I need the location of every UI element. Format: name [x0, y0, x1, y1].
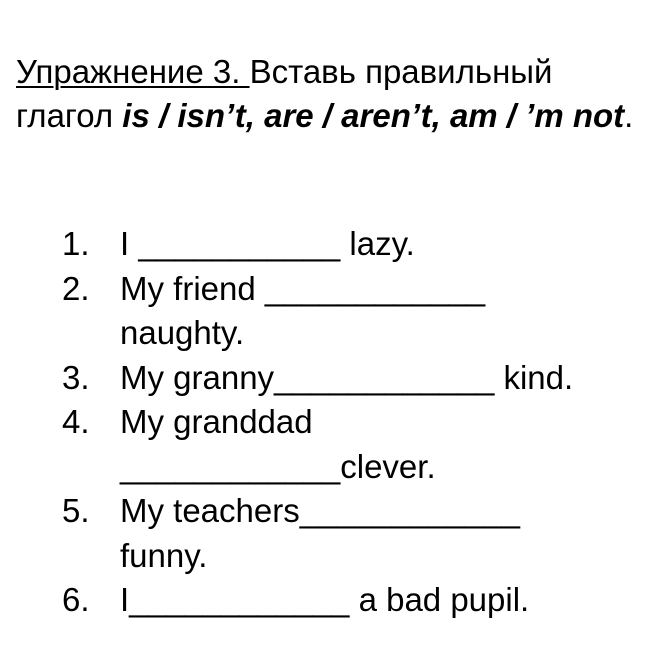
item-number: 5. — [62, 492, 90, 529]
list-item — [62, 400, 652, 489]
item-text-continued: naughty. — [120, 314, 245, 351]
item-number: 2. — [62, 269, 90, 307]
list-item — [62, 578, 652, 623]
item-text-continued: funny. — [120, 536, 208, 574]
heading-end: . — [624, 97, 634, 134]
item-text: I ___________ lazy. — [120, 225, 415, 262]
item-text-continued: ____________clever. — [120, 447, 436, 485]
item-text: My granny____________ kind. — [120, 358, 574, 396]
item-number: 4. — [62, 403, 90, 440]
exercise-heading — [16, 50, 646, 138]
item-number: 6. — [62, 581, 90, 618]
item-text: I____________ a bad pupil. — [120, 581, 530, 618]
item-text: My teachers____________ — [120, 492, 520, 529]
exercise-list — [62, 222, 652, 623]
item-text: My granddad — [120, 403, 313, 440]
list-item — [62, 222, 652, 267]
list-item — [62, 356, 652, 401]
verb-options: is / isn’t, are / aren’t, am / ’m not — [122, 97, 625, 134]
item-number: 3. — [62, 358, 90, 396]
exercise-instruction: Вставь правильный глагол — [16, 53, 553, 134]
item-text: My friend ____________ — [120, 269, 486, 307]
list-item — [62, 267, 652, 356]
item-number: 1. — [62, 225, 90, 262]
list-item — [62, 489, 652, 578]
exercise-label: Упражнение 3. — [16, 53, 250, 90]
